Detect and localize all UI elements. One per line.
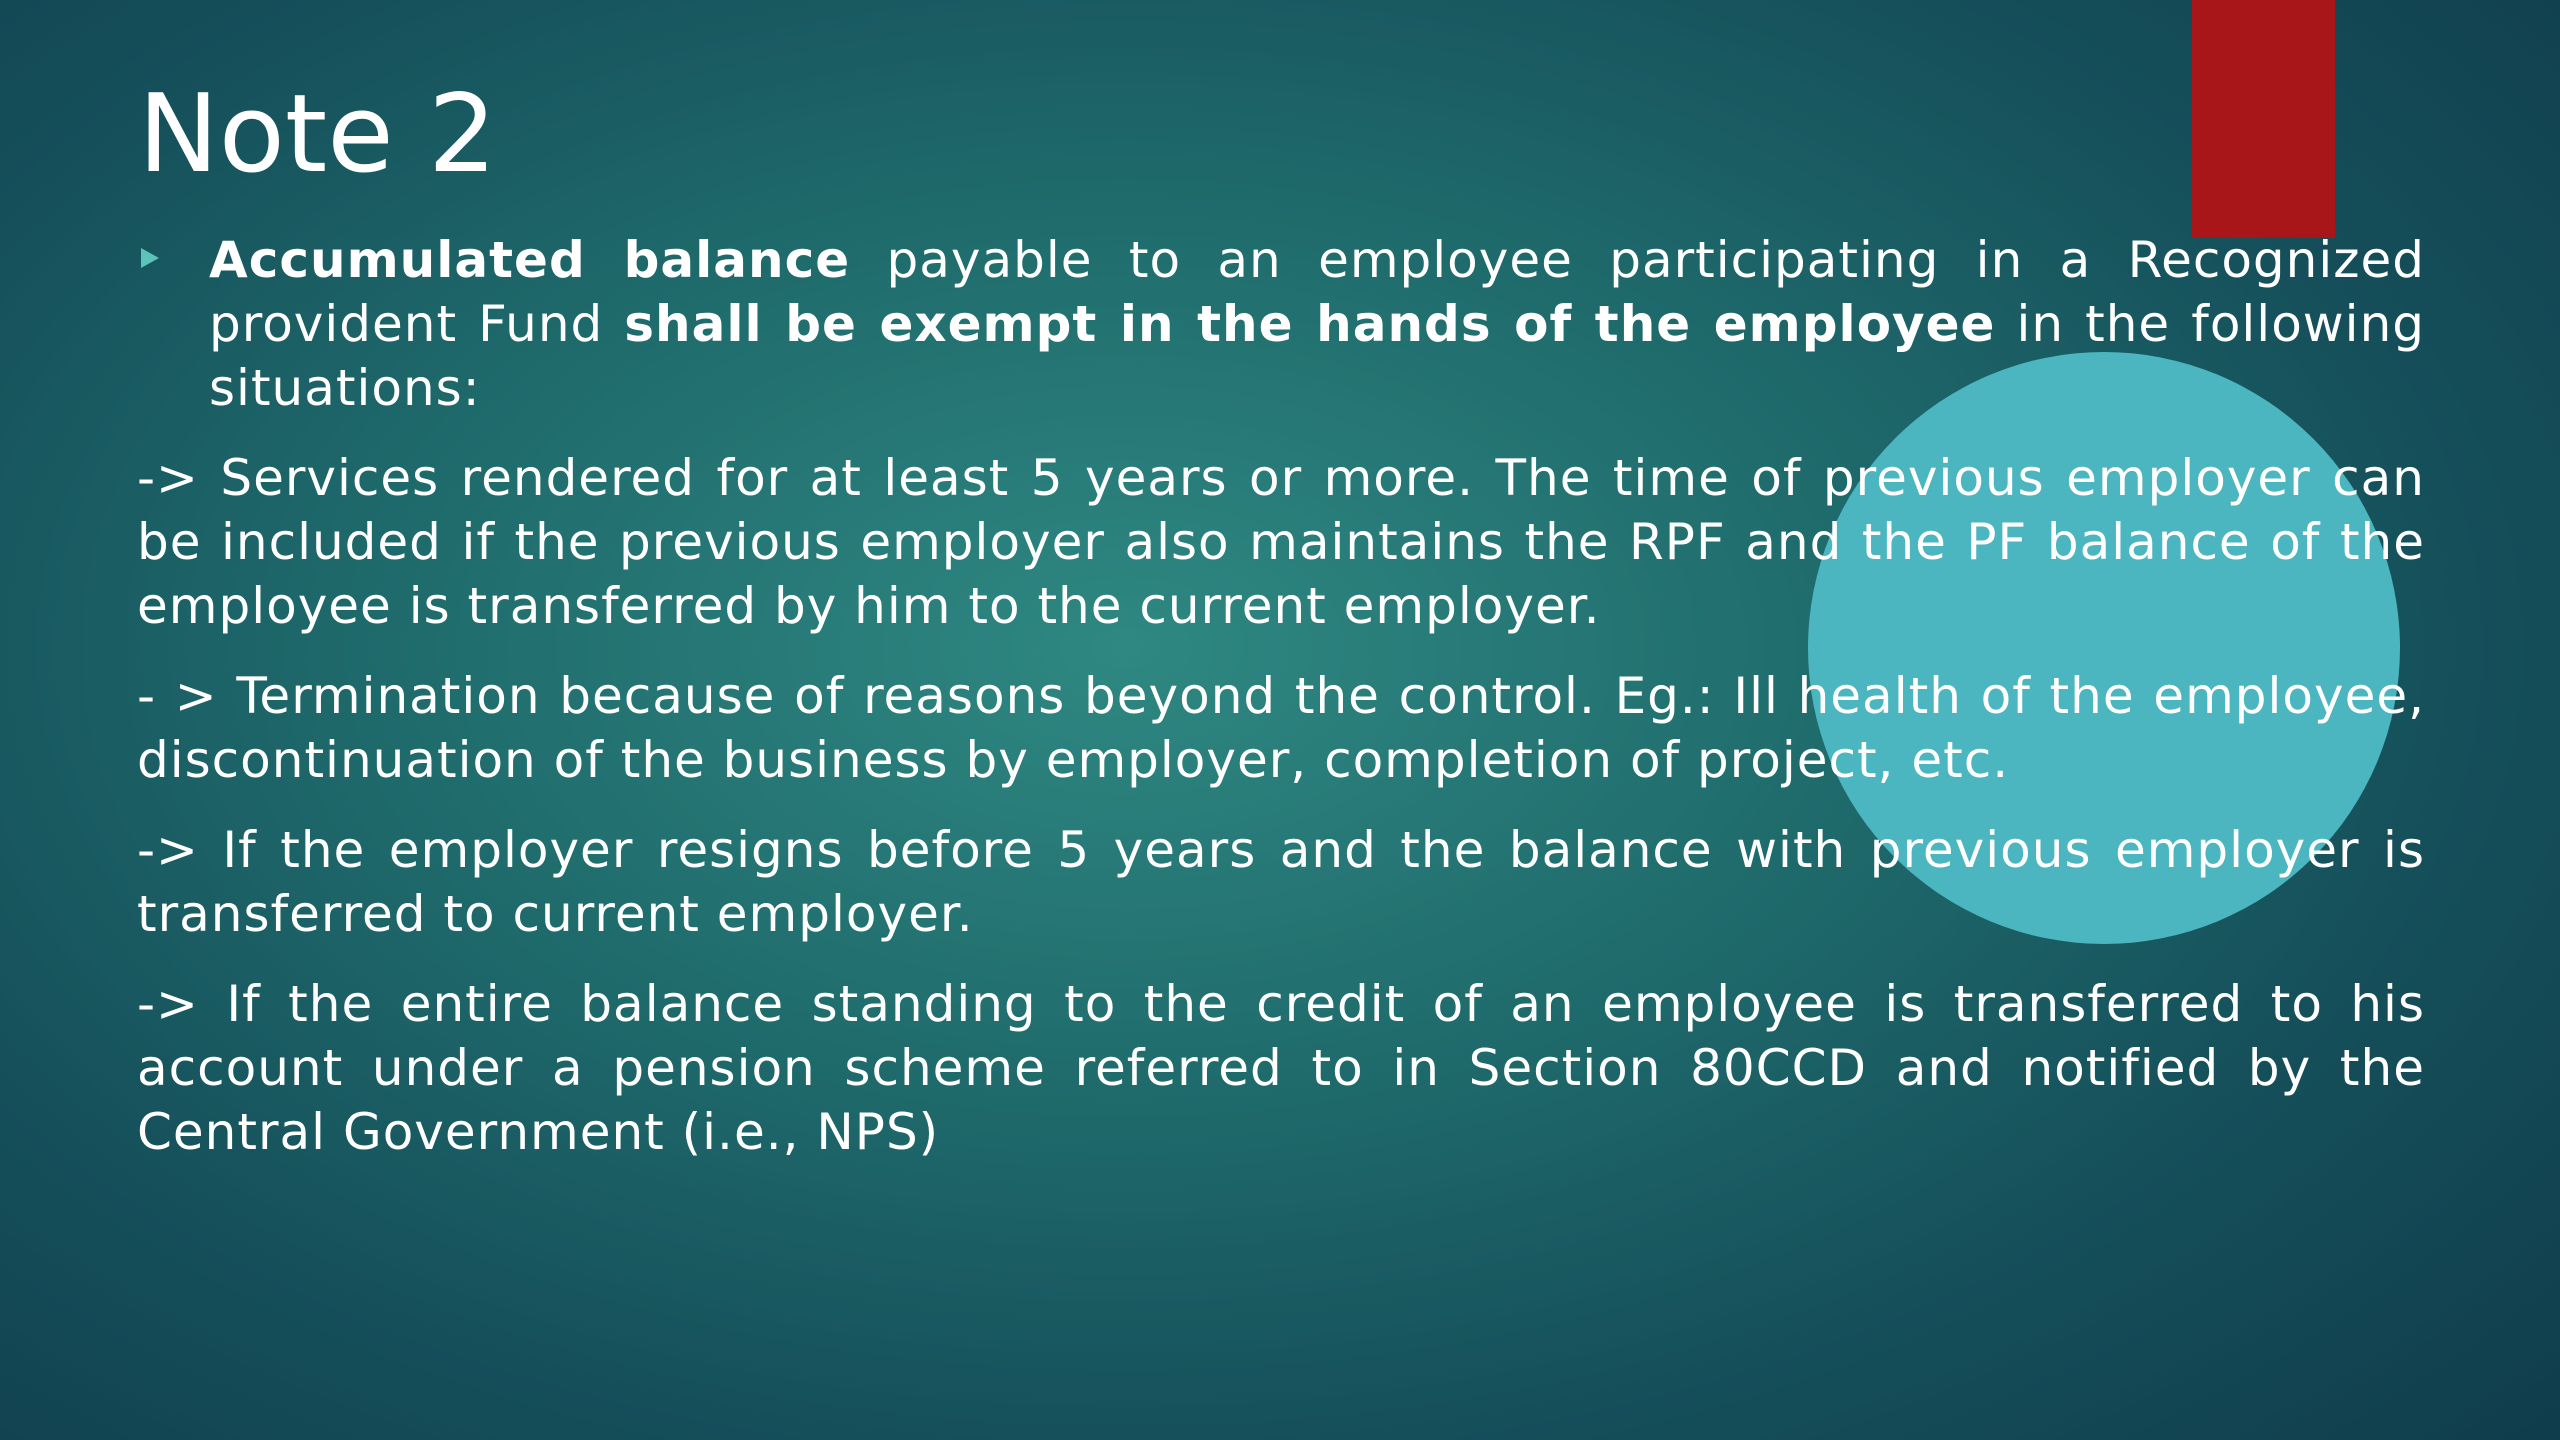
bold-phrase-exempt: shall be exempt in the hands of the employee [624, 295, 1996, 353]
point-termination: - > Termination because of reasons beyond the control. Eg.: Ill health of the employee, discontinuation of the business by employer, completion of project, etc. [137, 667, 2425, 789]
point-resigns: -> If the employer resigns before 5 years and the balance with previous employer is transferred to current employer. [137, 821, 2425, 943]
bullet-text-segment: in the following situations: [209, 295, 2425, 417]
bold-phrase-accumulated-balance: Accumulated balance [209, 231, 851, 289]
bullet-text-segment: payable to an employee participating in a Recognized provident Fund [209, 231, 2425, 353]
bullet-text [209, 228, 2425, 420]
point-services-rendered: -> Services rendered for at least 5 years or more. The time of previous employer can be included if the previous employer also maintains the RPF and the PF balance of the employee is transferred by him to the current employer. [137, 449, 2425, 635]
slide-title: Note 2 [138, 72, 497, 197]
red-accent-bar [2192, 0, 2335, 238]
slide-body [137, 228, 2425, 1190]
point-pension-scheme: -> If the entire balance standing to the credit of an employee is transferred to his account under a pension scheme referred to in Section 80CCD and notified by the Central Government (i.e., NPS) [137, 975, 2425, 1161]
bullet-item [137, 228, 2425, 420]
triangle-bullet-icon [141, 248, 159, 268]
